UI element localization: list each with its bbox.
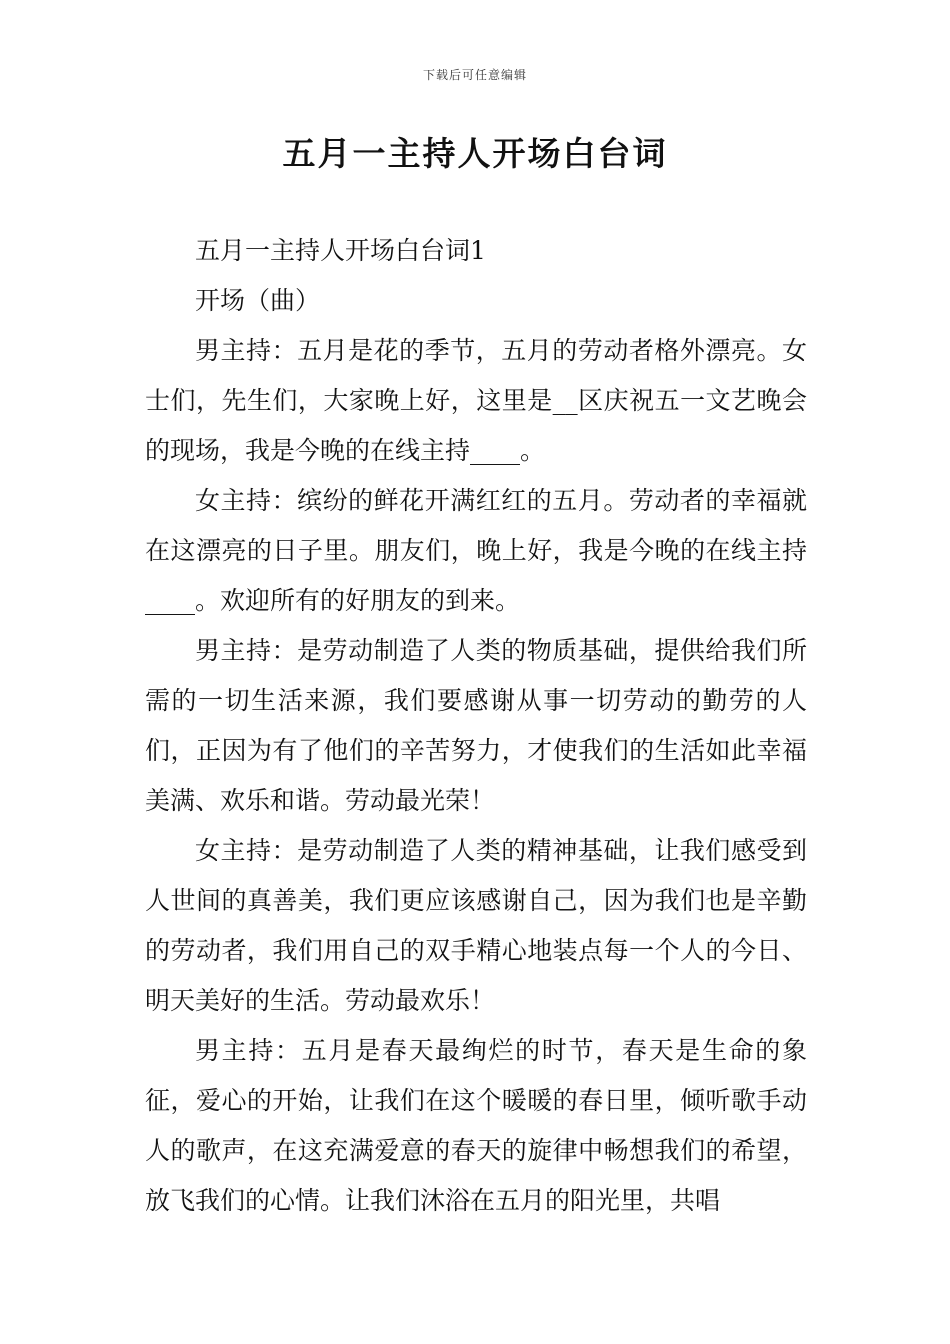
paragraph-subtitle: 五月一主持人开场白台词1 bbox=[195, 236, 486, 265]
header-note: 下载后可任意编辑 bbox=[422, 68, 527, 82]
paragraph-opening: 开场（曲） bbox=[195, 286, 321, 315]
paragraph-female-host-1: 女主持：缤纷的鲜花开满红红的五月。劳动者的幸福就在这漂亮的日子里。朋友们，晚上好，我是今晚的在线主持____。欢迎所有的好朋友的到来。 bbox=[145, 486, 807, 615]
paragraph-male-host-1: 男主持：五月是花的季节，五月的劳动者格外漂亮。女士们，先生们，大家晚上好，这里是__区庆祝五一文艺晚会的现场，我是今晚的在线主持____。 bbox=[145, 336, 807, 465]
paragraph-female-host-2: 女主持：是劳动制造了人类的精神基础，让我们感受到人世间的真善美，我们更应该感谢自己，因为我们也是辛勤的劳动者，我们用自己的双手精心地装点每一个人的今日、明天美好的生活。劳动最欢乐！ bbox=[145, 836, 807, 1015]
paragraph-male-host-3: 男主持：五月是春天最绚烂的时节，春天是生命的象征，爱心的开始，让我们在这个暖暖的春日里，倾听歌手动人的歌声，在这充满爱意的春天的旋律中畅想我们的希望，放飞我们的心情。让我们沐浴在五月的阳光里，共唱 bbox=[145, 1036, 807, 1215]
document-body bbox=[145, 226, 807, 1226]
paragraph-male-host-2: 男主持：是劳动制造了人类的物质基础，提供给我们所需的一切生活来源，我们要感谢从事一切劳动的勤劳的人们，正因为有了他们的辛苦努力，才使我们的生活如此幸福美满、欢乐和谐。劳动最光荣！ bbox=[145, 636, 807, 815]
document-title: 五月一主持人开场白台词 bbox=[282, 134, 668, 173]
